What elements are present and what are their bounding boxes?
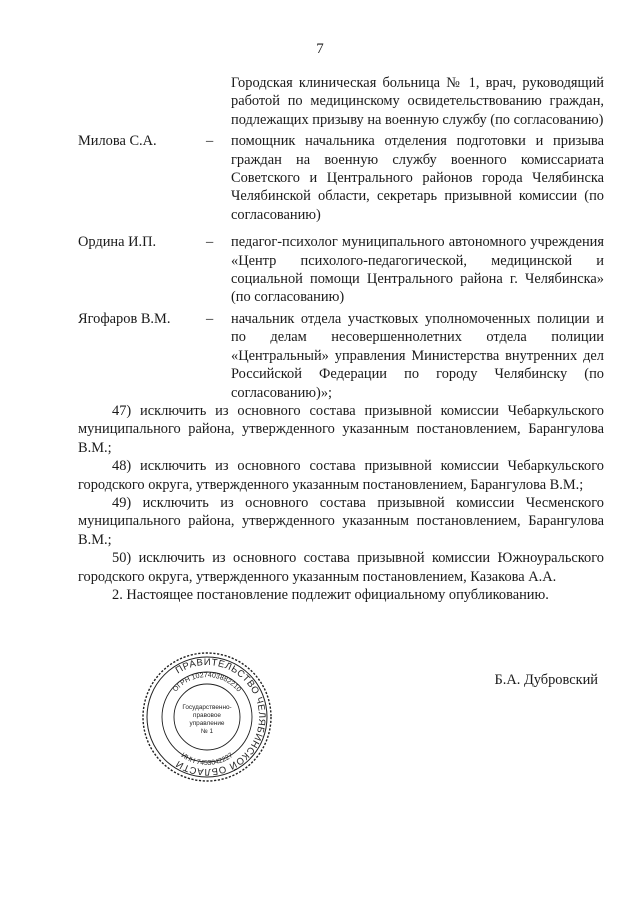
- member-entry: [78, 310, 604, 402]
- paragraph-item-47: 47) исключить из основного состава призывной комиссии Чебаркульского муниципального района, утвержденного указанным постановлением, Барангулова В.М.;: [78, 402, 604, 456]
- member-name: Ордина И.П.: [78, 234, 157, 251]
- svg-text:ОГРН 1027403882210: [172, 672, 242, 693]
- member-entry: [78, 233, 604, 307]
- paragraph-item-49: 49) исключить из основного состава призывной комиссии Чесменского муниципального района, утвержденного указанным постановлением, Барангулова В.М.;: [78, 494, 604, 548]
- seal-center-line4: № 1: [200, 728, 214, 735]
- seal-ogrn-text: ОГРН 1027403882210: [171, 671, 243, 694]
- member-position: Городская клиническая больница № 1, врач, руководящий работой по медицинскому освидетельствованию граждан, подлежащих призыву на военную службу (по согласованию): [231, 75, 604, 128]
- paragraph-item-48: 48) исключить из основного состава призывной комиссии Чебаркульского городского округа, утвержденного указанным постановлением, Барангулова В.М.;: [78, 458, 604, 493]
- page-number: 7: [316, 41, 324, 57]
- member-dash: –: [206, 133, 214, 150]
- member-dash: –: [206, 310, 214, 327]
- seal-center-line1: Государственно-: [182, 704, 232, 711]
- member-dash: –: [206, 234, 214, 251]
- paragraph-publication: 2. Настоящее постановление подлежит официальному опубликованию.: [112, 586, 549, 603]
- seal-outer-text: ПРАВИТЕЛЬСТВО ЧЕЛЯБИНСКОЙ ОБЛАСТИ: [173, 656, 268, 778]
- seal-center-line3: управление: [189, 720, 225, 727]
- signatory-name: Б.А. Дубровский: [494, 672, 598, 688]
- member-entry: [78, 132, 604, 224]
- member-entry: [78, 74, 604, 129]
- seal-inn-text: ИНН 7453042227: [179, 752, 235, 768]
- seal-center-line2: правовое: [193, 712, 221, 719]
- member-position: помощник начальника отделения подготовки и призыва граждан на военную службу военного комиссариата Советского и Центрального районов города Челябинска Челябинской области, секретарь призывной комиссии (по согласованию): [231, 133, 604, 223]
- member-position: начальник отдела участковых уполномоченных полиции и по делам несовершеннолетних отдела полиции «Центральный» управления Министерства внутренних дел Российской Федерации по городу Челябинску (по согласованию)»;: [231, 310, 604, 401]
- official-seal: [140, 650, 274, 784]
- member-name: Милова С.А.: [78, 133, 157, 150]
- document-body: [78, 74, 604, 604]
- paragraph-item-50: 50) исключить из основного состава призывной комиссии Южноуральского городского округа, утвержденного указанным постановлением, Казакова А.А.: [78, 550, 604, 585]
- member-name: Ягофаров В.М.: [78, 310, 171, 327]
- member-position: педагог-психолог муниципального автономного учреждения «Центр психолого-педагогической, медицинской и социальной помощи Центрального района г. Челябинска» (по согласованию): [231, 234, 604, 306]
